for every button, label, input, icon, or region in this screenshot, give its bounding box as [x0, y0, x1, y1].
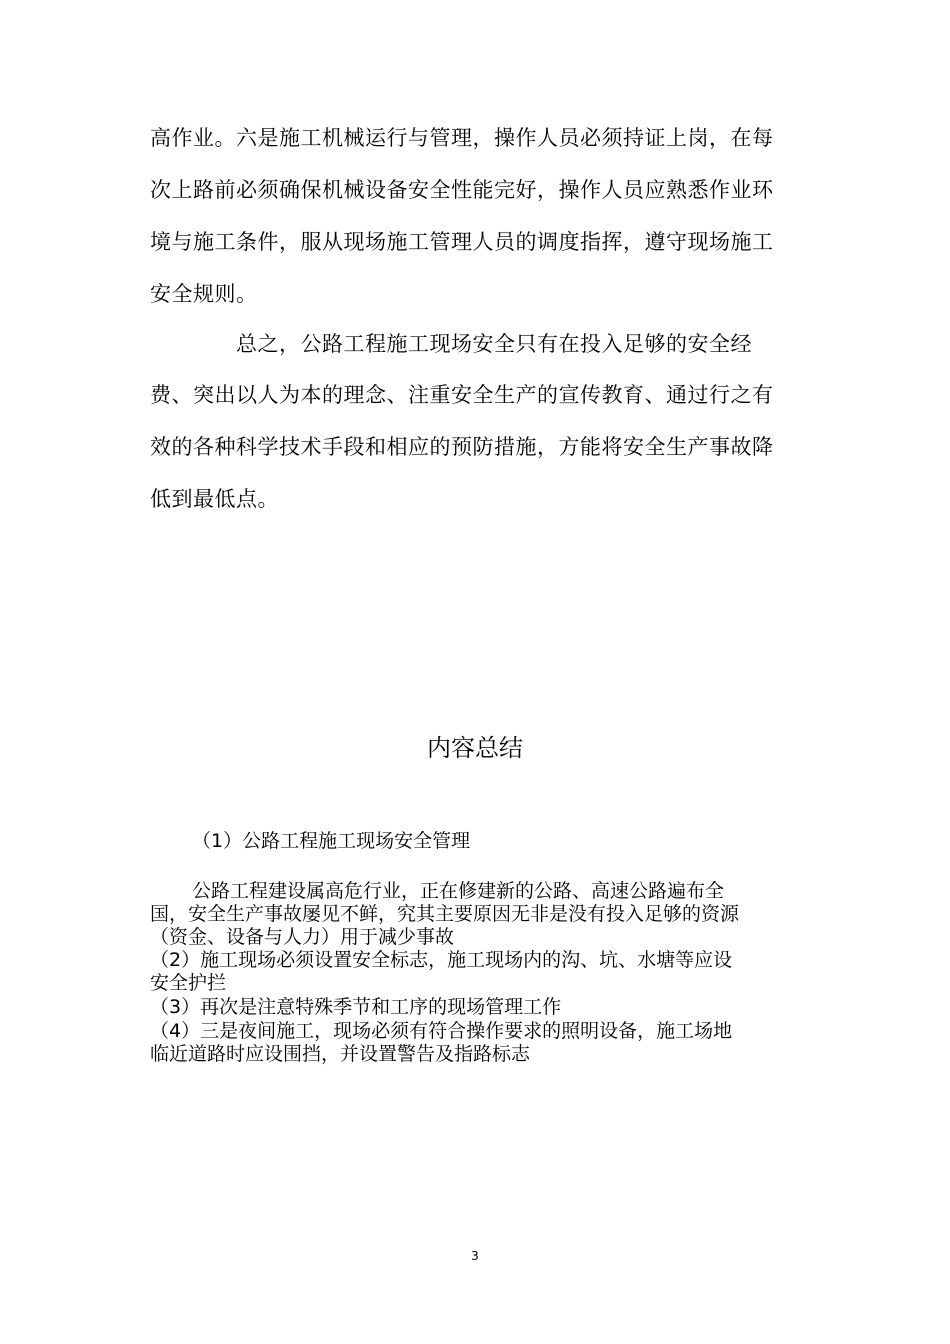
paragraph-line: 费、突出以人为本的理念、注重安全生产的宣传教育、通过行之有 — [150, 383, 774, 407]
paragraph-line: 效的各种科学技术手段和相应的预防措施，方能将安全生产事故降 — [150, 435, 774, 459]
summary-line: （4）三是夜间施工，现场必须有符合操作要求的照明设备，施工场地 — [150, 1020, 733, 1042]
summary-line: 公路工程建设属高危行业，正在修建新的公路、高速公路遍布全 — [192, 880, 725, 902]
paragraph-line: 低到最低点。 — [150, 487, 279, 511]
summary-line: （3）再次是注意特殊季节和工序的现场管理工作 — [150, 996, 562, 1018]
summary-heading: （1）公路工程施工现场安全管理 — [192, 830, 471, 852]
paragraph-line: 境与施工条件，服从现场施工管理人员的调度指挥，遵守现场施工 — [150, 230, 774, 254]
summary-line: 国，安全生产事故屡见不鲜，究其主要原因无非是没有投入足够的资源 — [150, 903, 740, 925]
summary-line: 安全护拦 — [150, 972, 227, 994]
paragraph-line: 总之，公路工程施工现场安全只有在投入足够的安全经 — [236, 332, 752, 356]
summary-line: （资金、设备与人力）用于减少事故 — [150, 926, 455, 948]
paragraph-line: 次上路前必须确保机械设备安全性能完好，操作人员应熟悉作业环 — [150, 178, 774, 202]
paragraph-line: 高作业。六是施工机械运行与管理，操作人员必须持证上岗，在每 — [150, 126, 774, 150]
page-number: 3 — [471, 1249, 479, 1263]
paragraph-line: 安全规则。 — [150, 282, 258, 306]
summary-title: 内容总结 — [427, 734, 523, 762]
summary-line: （2）施工现场必须设置安全标志，施工现场内的沟、坑、水塘等应设 — [150, 949, 733, 971]
summary-line: 临近道路时应设围挡，并设置警告及指路标志 — [150, 1043, 531, 1065]
